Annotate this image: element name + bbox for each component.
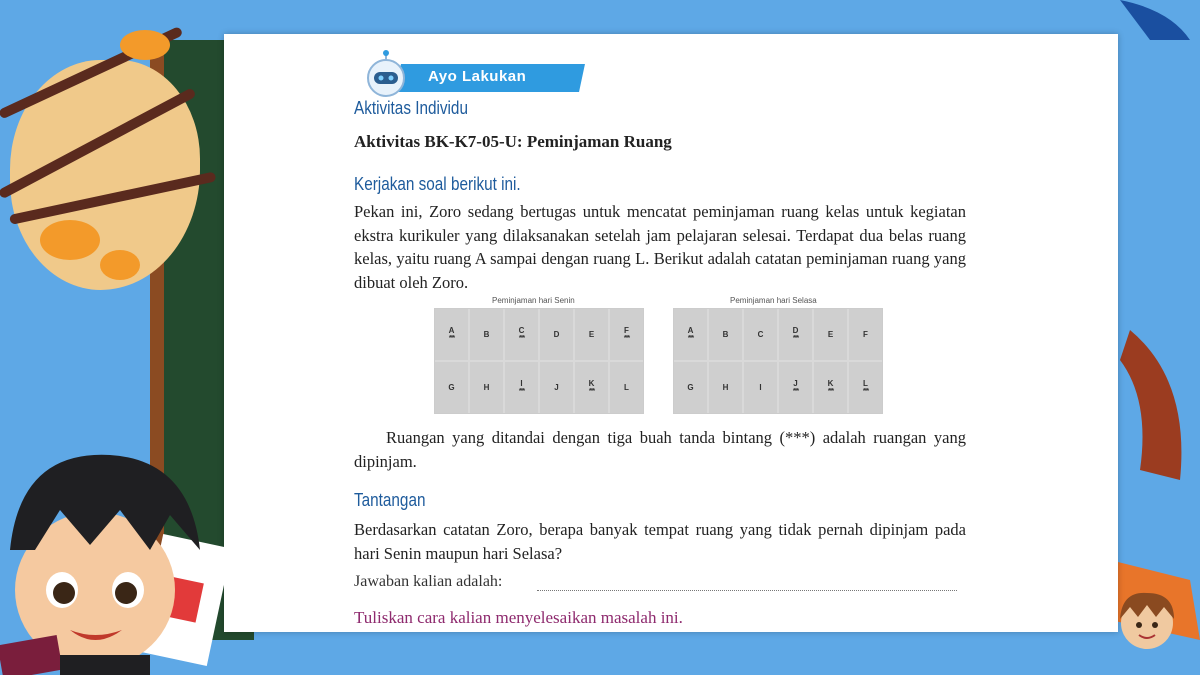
room-cell: L *** [849,362,882,413]
room-cell: A *** [435,309,468,360]
presenter-avatar-icon [1112,585,1182,655]
room-cell: I [744,362,777,413]
task-heading: Kerjakan soal berikut ini. [354,174,521,194]
room-cell: L [610,362,643,413]
tuesday-room-table [673,308,883,414]
room-cell: F [849,309,882,360]
monday-room-table [434,308,644,414]
banner-label: Ayo Lakukan [428,68,527,85]
cartoon-boy-character [0,440,230,675]
challenge-question: Berdasarkan catatan Zoro, berapa banyak tempat ruang yang tidak pernah dipinjam pada hari Senin maupun hari Selasa? [354,520,966,563]
flame-decoration [100,250,140,280]
room-cell: D [540,309,573,360]
tuesday-table-title: Peminjaman hari Selasa [730,296,817,305]
asterisk-note: Ruangan yang ditandai dengan tiga buah tanda bintang (***) adalah ruangan yang dipinjam. [354,428,966,471]
room-cell: C *** [505,309,538,360]
room-cell: H [709,362,742,413]
room-cell: A *** [674,309,707,360]
room-cell: B [470,309,503,360]
document-page [224,34,1118,632]
room-cell: C [744,309,777,360]
room-cell: E [814,309,847,360]
challenge-heading: Tantangan [354,490,426,510]
instruction-text: Tuliskan cara kalian menyelesaikan masalah ini. [354,608,683,627]
task-paragraph: Pekan ini, Zoro sedang bertugas untuk mencatat peminjaman ruang kelas untuk kegiatan ekstra kurikuler yang dilaksanakan setelah jam pelajaran selesai. Terdapat dua belas ruang kelas, yaitu ruang A sampai dengan ruang L. Berikut adalah catatan peminjaman ruang yang dibuat oleh Zoro. [354,202,966,292]
monday-table-title: Peminjaman hari Senin [492,296,575,305]
room-cell: G [435,362,468,413]
room-cell: H [470,362,503,413]
room-cell: E [575,309,608,360]
activity-heading: Aktivitas Individu [354,98,468,118]
room-cell: D *** [779,309,812,360]
room-cell: K *** [575,362,608,413]
robot-mascot-icon [360,50,416,102]
answer-line [537,590,957,591]
room-cell: F *** [610,309,643,360]
right-decoration [1110,0,1200,675]
room-cell: J *** [779,362,812,413]
flame-decoration [120,30,170,60]
room-cell: I *** [505,362,538,413]
room-cell: B [709,309,742,360]
room-cell: K *** [814,362,847,413]
room-cell: G [674,362,707,413]
flame-decoration [40,220,100,260]
activity-title: Aktivitas BK-K7-05-U: Peminjaman Ruang [354,132,672,151]
answer-label: Jawaban kalian adalah: [354,573,503,590]
room-cell: J [540,362,573,413]
